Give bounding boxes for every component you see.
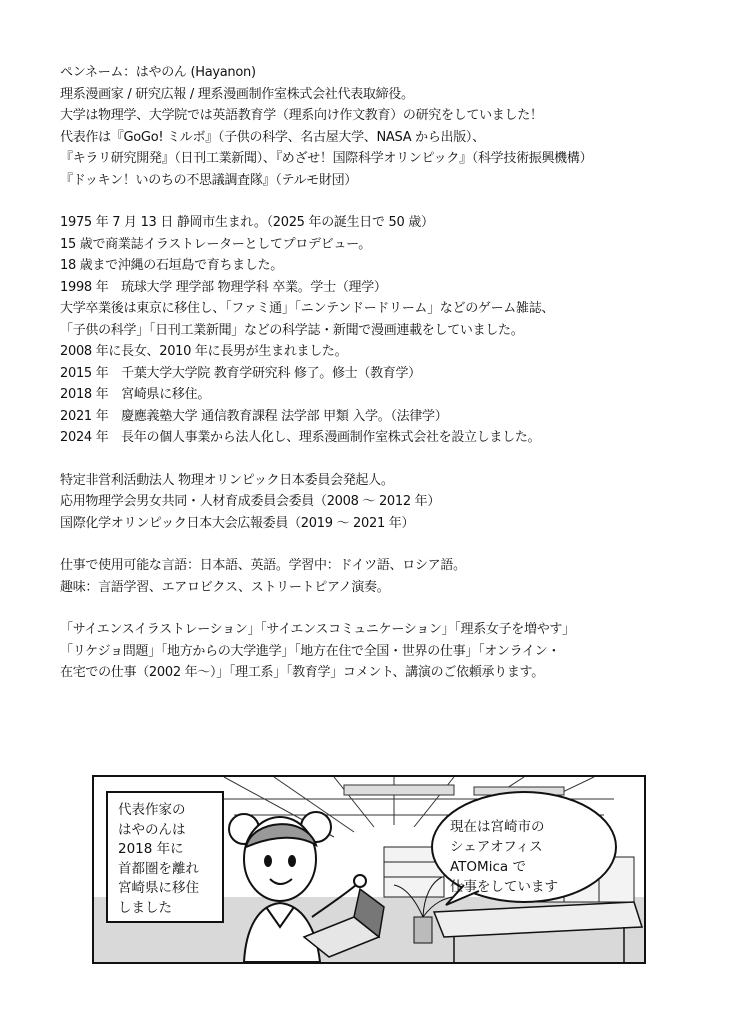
hobbies-line: 趣味：言語学習、エアロビクス、ストリートピアノ演奏。 — [60, 579, 390, 595]
languages-line: 仕事で使用可能な言語：日本語、英語。学習中：ドイツ語、ロシア語。 — [60, 558, 466, 573]
caption-line: 首都圏を離れ — [118, 860, 199, 877]
education-summary-line: 大学は物理学、大学院では英語教育学（理系向け作文教育）の研究をしていました！ — [60, 108, 543, 123]
profile-document — [60, 62, 700, 684]
caption-line: 2018 年に — [118, 841, 184, 857]
skills-section — [60, 555, 700, 598]
caption-line: 代表作家の — [118, 802, 186, 818]
history-line: 2008 年に長女、2010 年に長男が生まれました。 — [60, 344, 348, 359]
section-gap — [60, 449, 700, 470]
works-line: 代表作は『GoGo! ミルボ』（子供の科学、名古屋大学、NASA から出版）、 — [60, 129, 485, 145]
speech-line: 仕事をしています — [450, 879, 558, 895]
history-line: 大学卒業後は東京に移住し、「ファミ通」「ニンテンドードリーム」などのゲーム雑誌、 — [60, 301, 555, 316]
role-line: 特定非営利活動法人 物理オリンピック日本委員会発起人。 — [60, 472, 394, 488]
history-line: 2024 年 長年の個人事業から法人化し、理系漫画制作室株式会社を設立しました。 — [60, 430, 541, 445]
service-line: 「サイエンスイラストレーション」「サイエンスコミュニケーション」「理系女子を増やす」 — [60, 622, 575, 637]
history-line: 「子供の科学」「日刊工業新聞」などの科学誌・新聞で漫画連載をしていました。 — [60, 322, 524, 338]
service-line: 在宅での仕事（2002 年～）」「理工系」「教育学」コメント、講演のご依頼承ります。 — [60, 665, 544, 680]
roles-section — [60, 470, 700, 535]
service-line: 「リケジョ問題」「地方からの大学進学」「地方在住で全国・世界の仕事」「オンライン・ — [60, 643, 561, 659]
history-line: 1998 年 琉球大学 理学部 物理学科 卒業。学士（理学） — [60, 279, 387, 295]
speech-text — [450, 817, 620, 897]
role-line: 応用物理学会男女共同・人材育成委員会委員（2008 ～ 2012 年） — [60, 494, 441, 509]
section-gap — [60, 534, 700, 555]
caption-line: 宮崎県に移住 — [118, 880, 199, 896]
works-line: 『ドッキン！いのちの不思議調査隊』（テルモ財団） — [60, 172, 358, 188]
history-line: 1975 年 7 月 13 日 静岡市生まれ。（2025 年の誕生日で 50 歳） — [60, 215, 434, 230]
section-gap — [60, 191, 700, 212]
comic-panel — [92, 775, 646, 964]
history-line: 2015 年 千葉大学大学院 教育学研究科 修了。修士（教育学） — [60, 365, 421, 381]
section-gap — [60, 598, 700, 619]
history-line: 18 歳まで沖縄の石垣島で育ちました。 — [60, 258, 283, 273]
role-line: 国際化学オリンピック日本大会広報委員（2019 ～ 2021 年） — [60, 515, 415, 531]
works-line: 『キラリ研究開発』（日刊工業新聞）、『めざせ！国際科学オリンピック』（科学技術振興機構） — [60, 151, 593, 166]
caption-line: しました — [118, 899, 172, 916]
profile-section — [60, 62, 700, 191]
speech-line: 現在は宮崎市の — [450, 819, 545, 835]
speech-line: ATOMica で — [450, 859, 526, 875]
services-section — [60, 619, 700, 684]
history-line: 15 歳で商業誌イラストレーターとしてプロデビュー。 — [60, 236, 371, 252]
history-line: 2018 年 宮崎県に移住。 — [60, 387, 211, 402]
speech-line: シェアオフィス — [450, 839, 543, 855]
caption-box — [106, 791, 224, 923]
history-section — [60, 212, 700, 449]
pen-name-line: ペンネーム：はやのん (Hayanon) — [60, 65, 256, 80]
titles-line: 理系漫画家 / 研究広報 / 理系漫画制作室株式会社代表取締役。 — [60, 86, 414, 102]
caption-line: はやのんは — [118, 821, 186, 838]
history-line: 2021 年 慶應義塾大学 通信教育課程 法学部 甲類 入学。（法律学） — [60, 408, 448, 424]
